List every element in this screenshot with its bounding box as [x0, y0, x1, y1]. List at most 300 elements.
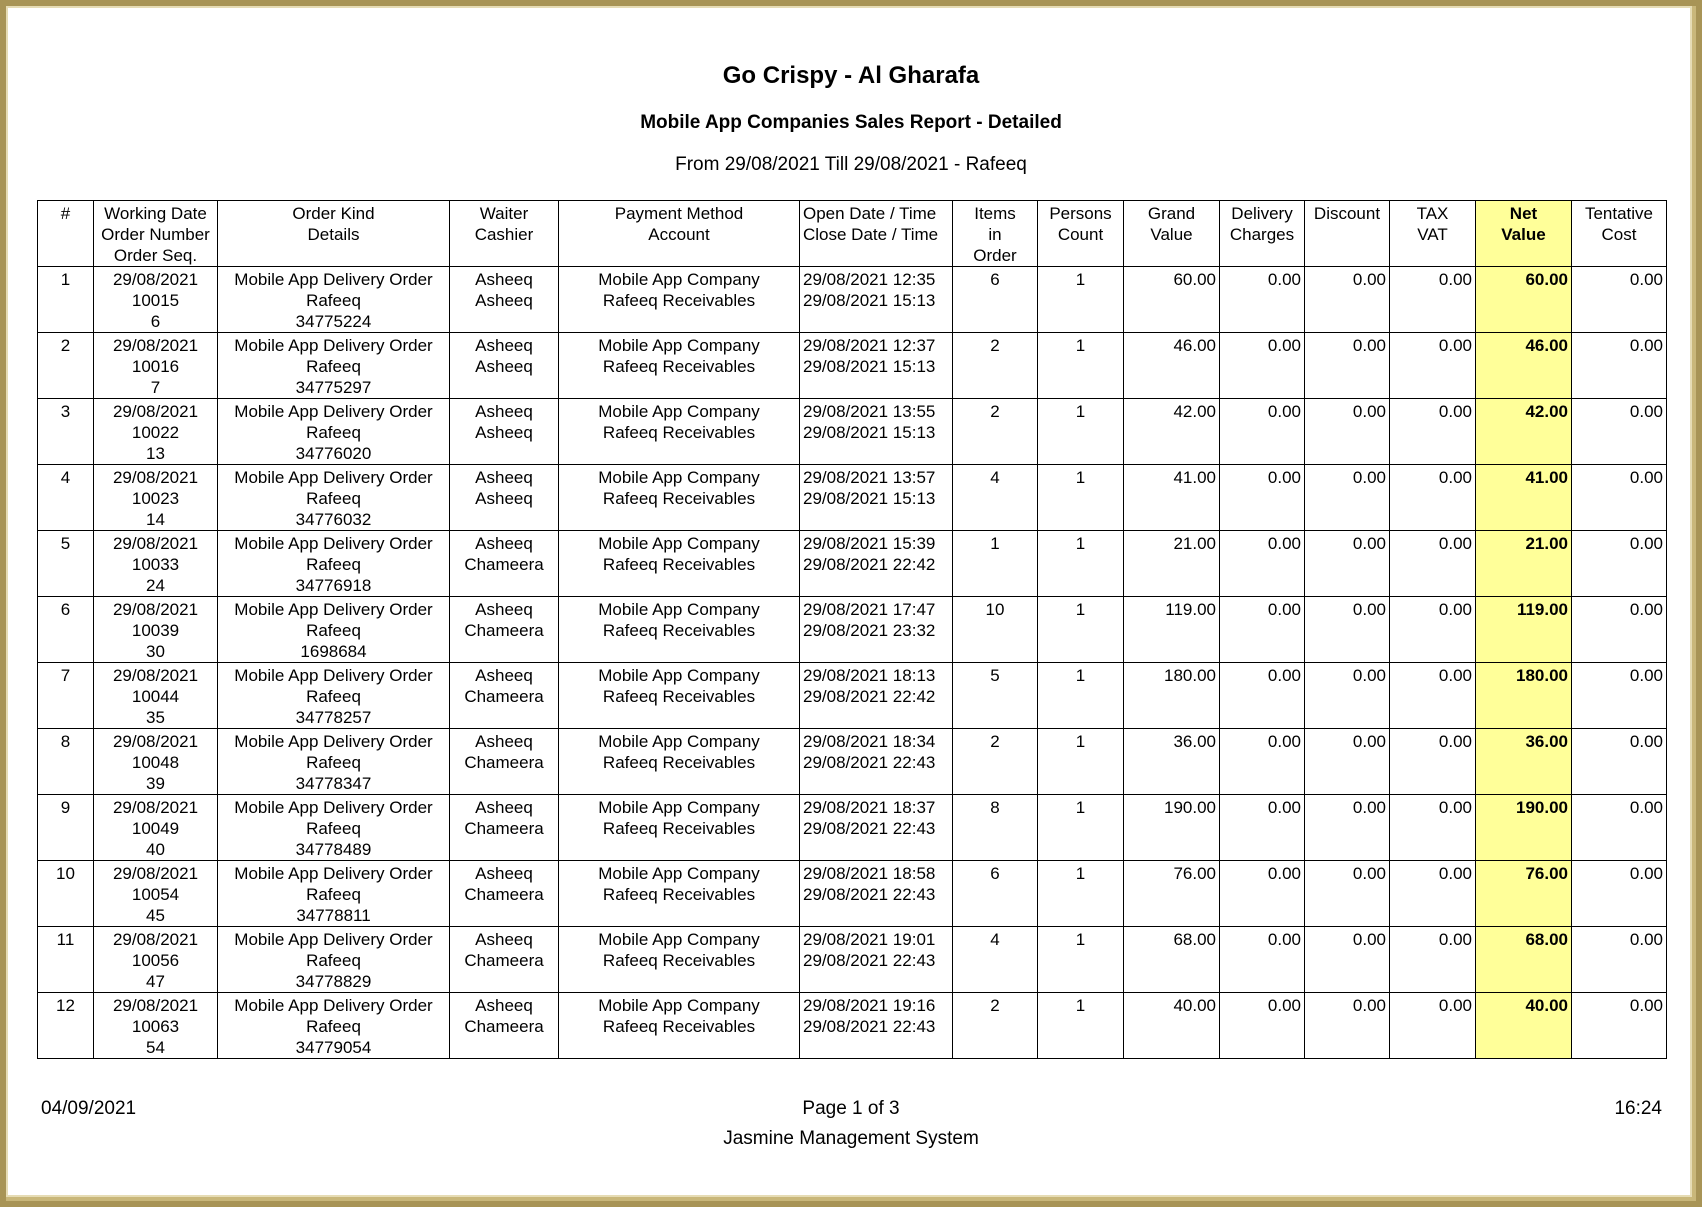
cell-order-kind-kind: Mobile App Delivery Order [234, 864, 433, 883]
cell-working-date [94, 399, 218, 465]
cell-waiter [450, 267, 559, 333]
col-header-tax: TAX VAT [1390, 201, 1476, 267]
col-header-net: Net Value [1476, 201, 1572, 267]
cell-working-date-date: 29/08/2021 [112, 336, 199, 355]
cell-items [953, 861, 1038, 927]
cell-datetime-close: 29/08/2021 22:43 [803, 819, 936, 838]
cell-grand-grand: 60.00 [1173, 270, 1216, 289]
cell-grand [1124, 795, 1220, 861]
cell-order-kind-kind: Mobile App Delivery Order [234, 930, 433, 949]
cell-discount [1305, 399, 1390, 465]
cell-working-date [94, 333, 218, 399]
cell-persons-persons: 1 [1075, 930, 1086, 949]
cell-working-date-date: 29/08/2021 [112, 996, 199, 1015]
cell-waiter [450, 993, 559, 1059]
cell-waiter-waiter: Asheeq [475, 798, 533, 817]
cell-items-items: 10 [985, 600, 1005, 619]
cell-order-kind-detail_id: 34776032 [295, 510, 372, 529]
cell-items-items: 4 [990, 468, 1000, 487]
cell-delivery [1220, 993, 1305, 1059]
cell-payment-payment: Mobile App Company [598, 930, 760, 949]
cell-items-items: 8 [990, 798, 1000, 817]
cell-datetime-open: 29/08/2021 13:55 [803, 402, 936, 421]
cell-persons [1038, 729, 1124, 795]
cell-working-date-date: 29/08/2021 [112, 930, 199, 949]
cell-grand-grand: 36.00 [1173, 732, 1216, 751]
cell-order-kind [218, 399, 450, 465]
cell-datetime [800, 993, 953, 1059]
cell-discount [1305, 861, 1390, 927]
cell-order-kind-details: Rafeeq [306, 1017, 361, 1036]
cell-discount-discount: 0.00 [1352, 600, 1386, 619]
report-subtitle: Mobile App Companies Sales Report - Detailed [640, 112, 1062, 133]
cell-waiter-waiter: Asheeq [475, 600, 533, 619]
cell-tax-tax: 0.00 [1438, 534, 1472, 553]
cell-persons [1038, 993, 1124, 1059]
cell-items-items: 2 [990, 732, 1000, 751]
cell-cost [1572, 729, 1667, 795]
cell-discount [1305, 993, 1390, 1059]
cell-net-net: 68.00 [1525, 930, 1568, 949]
cell-tax [1390, 663, 1476, 729]
cell-datetime [800, 795, 953, 861]
cell-payment-account: Rafeeq Receivables [602, 885, 756, 904]
cell-tax-tax: 0.00 [1438, 666, 1472, 685]
table-header-row [38, 201, 1667, 267]
cell-tax [1390, 729, 1476, 795]
cell-payment-account: Rafeeq Receivables [602, 753, 756, 772]
cell-delivery [1220, 531, 1305, 597]
cell-working-date-order: 10022 [131, 423, 180, 442]
cell-order-kind-details: Rafeeq [306, 819, 361, 838]
report-date-range: From 29/08/2021 Till 29/08/2021 - Rafeeq [675, 154, 1027, 175]
cell-waiter-cashier: Asheeq [475, 357, 533, 376]
cell-working-date-seq: 6 [150, 312, 161, 331]
cell-waiter-cashier: Chameera [464, 1017, 544, 1036]
cell-persons-persons: 1 [1075, 534, 1086, 553]
cell-items [953, 663, 1038, 729]
cell-net-net: 190.00 [1516, 798, 1568, 817]
cell-datetime-close: 29/08/2021 22:43 [803, 885, 936, 904]
cell-net [1476, 531, 1572, 597]
col-header-items: Items in Order [953, 201, 1038, 267]
cell-persons-persons: 1 [1075, 402, 1086, 421]
cell-items-items: 2 [990, 402, 1000, 421]
cell-order-kind-details: Rafeeq [306, 291, 361, 310]
cell-waiter-waiter: Asheeq [475, 402, 533, 421]
cell-cost [1572, 993, 1667, 1059]
cell-persons [1038, 795, 1124, 861]
cell-working-date-date: 29/08/2021 [112, 864, 199, 883]
cell-delivery [1220, 861, 1305, 927]
cell-waiter [450, 861, 559, 927]
cell-order-kind-detail_id: 1698684 [300, 642, 367, 661]
cell-items-items: 2 [990, 336, 1000, 355]
cell-datetime-open: 29/08/2021 19:16 [803, 996, 936, 1015]
cell-tax-tax: 0.00 [1438, 732, 1472, 751]
cell-net [1476, 795, 1572, 861]
cell-working-date-seq: 47 [146, 972, 165, 991]
cell-cost-cost: 0.00 [1629, 798, 1663, 817]
cell-net-net: 76.00 [1525, 864, 1568, 883]
cell-working-date [94, 663, 218, 729]
cell-payment-account: Rafeeq Receivables [602, 489, 756, 508]
cell-working-date [94, 993, 218, 1059]
cell-persons [1038, 597, 1124, 663]
col-header-discount: Discount [1305, 201, 1390, 267]
cell-cost-cost: 0.00 [1629, 468, 1663, 487]
col-header-order-kind: Order Kind Details [218, 201, 450, 267]
cell-datetime [800, 861, 953, 927]
cell-grand [1124, 531, 1220, 597]
cell-persons-persons: 1 [1075, 336, 1086, 355]
cell-order-kind-kind: Mobile App Delivery Order [234, 468, 433, 487]
cell-tax-tax: 0.00 [1438, 864, 1472, 883]
cell-payment-payment: Mobile App Company [598, 336, 760, 355]
cell-discount-discount: 0.00 [1352, 336, 1386, 355]
table-row [38, 663, 1667, 729]
col-header-waiter: Waiter Cashier [450, 201, 559, 267]
cell-delivery [1220, 267, 1305, 333]
cell-tax-tax: 0.00 [1438, 798, 1472, 817]
cell-datetime-close: 29/08/2021 22:42 [803, 555, 936, 574]
cell-persons [1038, 465, 1124, 531]
cell-num-num: 12 [56, 996, 75, 1015]
cell-persons-persons: 1 [1075, 666, 1086, 685]
cell-waiter-cashier: Chameera [464, 555, 544, 574]
cell-order-kind-details: Rafeeq [306, 753, 361, 772]
cell-tax [1390, 993, 1476, 1059]
cell-datetime-open: 29/08/2021 19:01 [803, 930, 936, 949]
cell-payment-payment: Mobile App Company [598, 600, 760, 619]
cell-items [953, 729, 1038, 795]
cell-cost [1572, 795, 1667, 861]
cell-payment-payment: Mobile App Company [598, 732, 760, 751]
cell-tax [1390, 399, 1476, 465]
cell-net-net: 42.00 [1525, 402, 1568, 421]
cell-tax-tax: 0.00 [1438, 930, 1472, 949]
cell-tax [1390, 531, 1476, 597]
cell-num-num: 7 [60, 666, 71, 685]
col-header-grand: Grand Value [1124, 201, 1220, 267]
cell-order-kind-detail_id: 34775297 [295, 378, 372, 397]
cell-order-kind-kind: Mobile App Delivery Order [234, 600, 433, 619]
cell-order-kind [218, 597, 450, 663]
cell-items-items: 4 [990, 930, 1000, 949]
cell-order-kind-detail_id: 34778347 [295, 774, 372, 793]
cell-order-kind [218, 795, 450, 861]
cell-discount [1305, 465, 1390, 531]
cell-grand-grand: 119.00 [1165, 600, 1216, 619]
cell-working-date-seq: 24 [146, 576, 165, 595]
cell-discount [1305, 795, 1390, 861]
cell-datetime-close: 29/08/2021 15:13 [803, 357, 936, 376]
cell-delivery [1220, 597, 1305, 663]
cell-tax [1390, 333, 1476, 399]
cell-grand [1124, 663, 1220, 729]
cell-payment-payment: Mobile App Company [598, 996, 760, 1015]
cell-waiter-cashier: Asheeq [475, 489, 533, 508]
cell-working-date [94, 597, 218, 663]
cell-num-num: 3 [60, 402, 71, 421]
footer-print-date: 04/09/2021 [41, 1098, 137, 1119]
cell-working-date-order: 10063 [131, 1017, 180, 1036]
cell-order-kind-details: Rafeeq [306, 885, 361, 904]
cell-items [953, 795, 1038, 861]
table-row [38, 399, 1667, 465]
cell-working-date [94, 465, 218, 531]
cell-payment-payment: Mobile App Company [598, 864, 760, 883]
cell-working-date-date: 29/08/2021 [112, 798, 199, 817]
cell-datetime-open: 29/08/2021 15:39 [803, 534, 936, 553]
cell-working-date-order: 10039 [131, 621, 180, 640]
cell-num-num: 10 [56, 864, 75, 883]
cell-delivery [1220, 399, 1305, 465]
cell-payment-account: Rafeeq Receivables [602, 621, 756, 640]
cell-num [38, 861, 94, 927]
cell-items-items: 5 [990, 666, 1000, 685]
cell-delivery-delivery: 0.00 [1267, 468, 1301, 487]
cell-working-date-order: 10033 [131, 555, 180, 574]
cell-datetime [800, 729, 953, 795]
cell-discount-discount: 0.00 [1352, 996, 1386, 1015]
cell-persons [1038, 333, 1124, 399]
cell-datetime [800, 267, 953, 333]
cell-order-kind [218, 531, 450, 597]
cell-num [38, 993, 94, 1059]
cell-net-net: 21.00 [1525, 534, 1568, 553]
cell-payment-account: Rafeeq Receivables [602, 951, 756, 970]
cell-order-kind-detail_id: 34779054 [295, 1038, 372, 1057]
cell-tax-tax: 0.00 [1438, 600, 1472, 619]
cell-delivery-delivery: 0.00 [1267, 930, 1301, 949]
cell-discount-discount: 0.00 [1352, 402, 1386, 421]
cell-cost-cost: 0.00 [1629, 930, 1663, 949]
cell-waiter-waiter: Asheeq [475, 270, 533, 289]
cell-discount [1305, 267, 1390, 333]
cell-grand-grand: 180.00 [1164, 666, 1216, 685]
cell-working-date-order: 10015 [131, 291, 180, 310]
table-row [38, 927, 1667, 993]
cell-order-kind [218, 993, 450, 1059]
cell-discount [1305, 597, 1390, 663]
cell-cost-cost: 0.00 [1629, 666, 1663, 685]
cell-net-net: 36.00 [1525, 732, 1568, 751]
cell-waiter-cashier: Chameera [464, 753, 544, 772]
cell-grand [1124, 861, 1220, 927]
cell-net [1476, 993, 1572, 1059]
cell-order-kind-details: Rafeeq [306, 555, 361, 574]
cell-payment-account: Rafeeq Receivables [602, 357, 756, 376]
cell-grand [1124, 267, 1220, 333]
cell-num-num: 8 [60, 732, 71, 751]
cell-order-kind-details: Rafeeq [306, 951, 361, 970]
cell-payment-account: Rafeeq Receivables [602, 423, 756, 442]
cell-grand-grand: 76.00 [1173, 864, 1216, 883]
cell-order-kind [218, 663, 450, 729]
cell-order-kind-details: Rafeeq [306, 621, 361, 640]
cell-datetime-open: 29/08/2021 18:34 [803, 732, 936, 751]
cell-items-items: 6 [990, 864, 1000, 883]
cell-payment-account: Rafeeq Receivables [602, 555, 756, 574]
cell-datetime-open: 29/08/2021 12:37 [803, 336, 936, 355]
cell-cost-cost: 0.00 [1629, 336, 1663, 355]
cell-payment-payment: Mobile App Company [598, 534, 760, 553]
cell-delivery-delivery: 0.00 [1267, 666, 1301, 685]
cell-waiter [450, 531, 559, 597]
cell-cost-cost: 0.00 [1629, 732, 1663, 751]
cell-payment [559, 465, 800, 531]
cell-discount-discount: 0.00 [1352, 270, 1386, 289]
cell-payment [559, 993, 800, 1059]
cell-order-kind-detail_id: 34778489 [295, 840, 372, 859]
cell-working-date-date: 29/08/2021 [112, 666, 199, 685]
cell-waiter [450, 729, 559, 795]
cell-working-date-seq: 45 [146, 906, 165, 925]
table-row [38, 861, 1667, 927]
cell-items [953, 993, 1038, 1059]
cell-datetime-open: 29/08/2021 13:57 [803, 468, 936, 487]
cell-net [1476, 399, 1572, 465]
cell-num [38, 795, 94, 861]
cell-grand [1124, 993, 1220, 1059]
cell-num-num: 5 [60, 534, 71, 553]
cell-delivery-delivery: 0.00 [1267, 864, 1301, 883]
cell-discount-discount: 0.00 [1352, 534, 1386, 553]
cell-grand-grand: 68.00 [1173, 930, 1216, 949]
cell-net [1476, 597, 1572, 663]
cell-payment-account: Rafeeq Receivables [602, 291, 756, 310]
cell-waiter [450, 465, 559, 531]
cell-net-net: 41.00 [1525, 468, 1568, 487]
cell-delivery-delivery: 0.00 [1267, 534, 1301, 553]
cell-payment [559, 267, 800, 333]
cell-working-date [94, 531, 218, 597]
cell-working-date-order: 10056 [131, 951, 180, 970]
cell-cost-cost: 0.00 [1629, 270, 1663, 289]
cell-discount-discount: 0.00 [1352, 864, 1386, 883]
cell-net [1476, 267, 1572, 333]
cell-waiter-waiter: Asheeq [475, 468, 533, 487]
cell-order-kind-kind: Mobile App Delivery Order [234, 798, 433, 817]
cell-working-date-order: 10016 [131, 357, 180, 376]
cell-datetime [800, 927, 953, 993]
footer-system-name: Jasmine Management System [723, 1128, 979, 1149]
cell-delivery-delivery: 0.00 [1267, 798, 1301, 817]
cell-grand [1124, 465, 1220, 531]
cell-datetime-close: 29/08/2021 15:13 [803, 423, 936, 442]
cell-waiter [450, 927, 559, 993]
cell-order-kind [218, 465, 450, 531]
cell-order-kind [218, 729, 450, 795]
cell-cost-cost: 0.00 [1629, 402, 1663, 421]
cell-working-date-seq: 7 [150, 378, 161, 397]
cell-working-date [94, 861, 218, 927]
table-row [38, 795, 1667, 861]
cell-payment-account: Rafeeq Receivables [602, 819, 756, 838]
cell-persons [1038, 267, 1124, 333]
cell-num [38, 531, 94, 597]
cell-cost [1572, 333, 1667, 399]
cell-persons-persons: 1 [1075, 600, 1086, 619]
cell-discount-discount: 0.00 [1352, 798, 1386, 817]
cell-datetime-open: 29/08/2021 18:58 [803, 864, 936, 883]
cell-working-date-date: 29/08/2021 [112, 600, 199, 619]
cell-order-kind-details: Rafeeq [306, 357, 361, 376]
cell-waiter [450, 597, 559, 663]
cell-net [1476, 729, 1572, 795]
cell-grand-grand: 46.00 [1173, 336, 1216, 355]
col-header-datetime: Open Date / Time Close Date / Time [800, 201, 953, 267]
table-row [38, 729, 1667, 795]
cell-num [38, 399, 94, 465]
report-title: Go Crispy - Al Gharafa [722, 62, 980, 89]
table-row [38, 333, 1667, 399]
cell-waiter-waiter: Asheeq [475, 864, 533, 883]
cell-order-kind-kind: Mobile App Delivery Order [234, 336, 433, 355]
cell-grand-grand: 21.00 [1173, 534, 1216, 553]
cell-items [953, 597, 1038, 663]
cell-persons [1038, 861, 1124, 927]
cell-discount [1305, 663, 1390, 729]
cell-num-num: 11 [56, 930, 75, 949]
cell-persons-persons: 1 [1075, 996, 1086, 1015]
cell-persons [1038, 531, 1124, 597]
table-row [38, 267, 1667, 333]
cell-payment-payment: Mobile App Company [598, 468, 760, 487]
cell-working-date-date: 29/08/2021 [112, 534, 199, 553]
cell-working-date [94, 729, 218, 795]
cell-persons-persons: 1 [1075, 270, 1086, 289]
cell-datetime-close: 29/08/2021 22:43 [803, 1017, 936, 1036]
cell-num [38, 333, 94, 399]
cell-persons [1038, 399, 1124, 465]
cell-waiter-waiter: Asheeq [475, 732, 533, 751]
col-header-persons: Persons Count [1038, 201, 1124, 267]
cell-order-kind-details: Rafeeq [306, 489, 361, 508]
cell-working-date-seq: 54 [146, 1038, 165, 1057]
cell-order-kind-kind: Mobile App Delivery Order [234, 996, 433, 1015]
cell-datetime-close: 29/08/2021 23:32 [803, 621, 936, 640]
sales-table [37, 200, 1667, 1059]
cell-tax [1390, 795, 1476, 861]
cell-grand-grand: 41.00 [1173, 468, 1216, 487]
cell-items [953, 531, 1038, 597]
cell-payment-payment: Mobile App Company [598, 270, 760, 289]
cell-waiter-waiter: Asheeq [475, 996, 533, 1015]
col-header-num: # [38, 201, 94, 267]
col-header-delivery: Delivery Charges [1220, 201, 1305, 267]
cell-items [953, 333, 1038, 399]
cell-persons-persons: 1 [1075, 468, 1086, 487]
cell-cost-cost: 0.00 [1629, 600, 1663, 619]
cell-working-date-order: 10023 [131, 489, 180, 508]
cell-payment [559, 597, 800, 663]
cell-working-date-seq: 30 [146, 642, 165, 661]
cell-payment-payment: Mobile App Company [598, 666, 760, 685]
cell-delivery-delivery: 0.00 [1267, 402, 1301, 421]
cell-items [953, 927, 1038, 993]
cell-delivery [1220, 465, 1305, 531]
cell-payment [559, 729, 800, 795]
cell-net-net: 60.00 [1525, 270, 1568, 289]
cell-payment-payment: Mobile App Company [598, 798, 760, 817]
cell-datetime-close: 29/08/2021 22:43 [803, 753, 936, 772]
cell-working-date [94, 927, 218, 993]
cell-order-kind-detail_id: 34778811 [296, 906, 371, 925]
cell-working-date-date: 29/08/2021 [112, 270, 199, 289]
cell-waiter-cashier: Chameera [464, 885, 544, 904]
